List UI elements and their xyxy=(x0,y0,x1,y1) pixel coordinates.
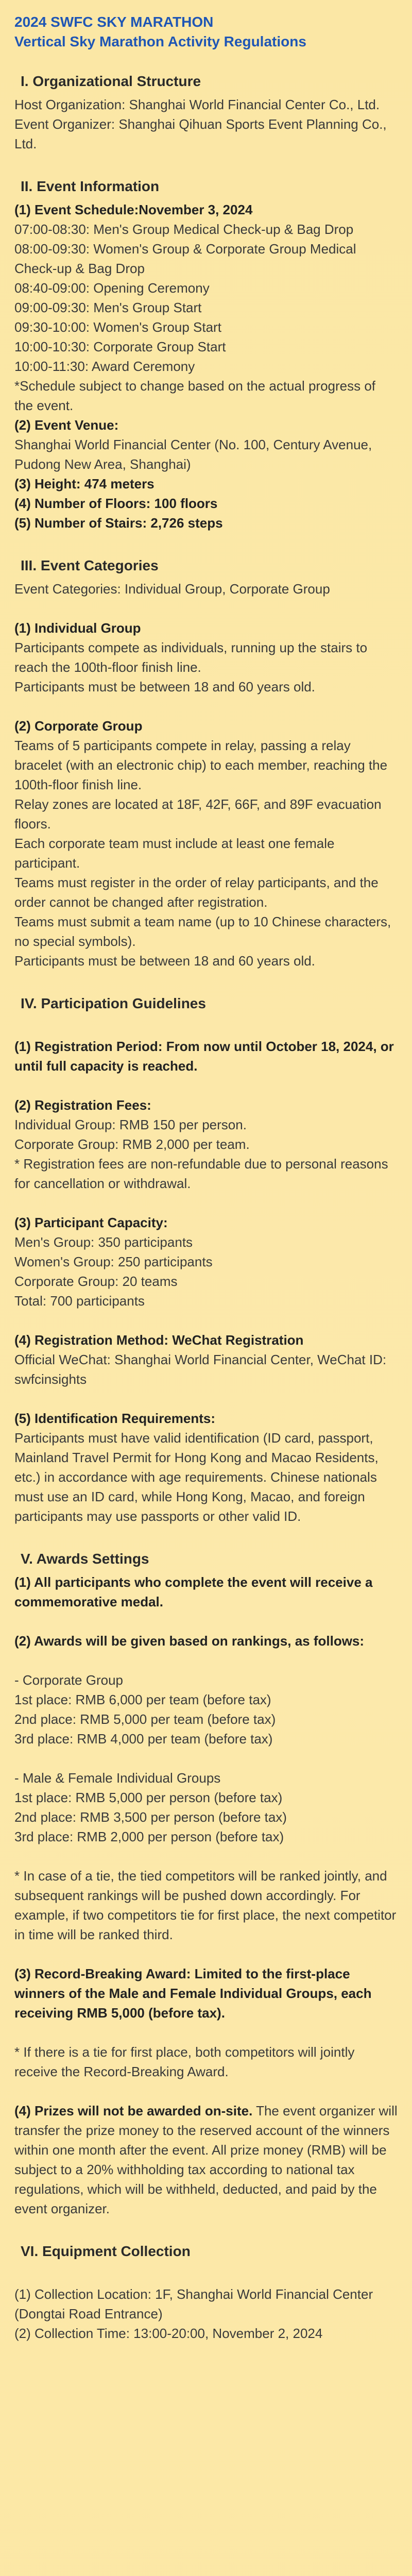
medal-line: (1) All participants who complete the event will receive a commemorative medal. xyxy=(14,1574,373,1609)
section-title-guidelines: IV. Participation Guidelines xyxy=(21,995,206,1011)
spacer xyxy=(14,1612,398,1631)
individual-group-text: Participants compete as individuals, running up the stairs to reach the 100th-floor finish line. xyxy=(14,640,368,675)
schedule-heading: (1) Event Schedule:November 3, 2024 xyxy=(14,202,253,217)
spacer xyxy=(14,1017,398,1037)
individual-award-item: 3rd place: RMB 2,000 per person (before tax) xyxy=(14,1829,284,1844)
prize-delivery-lead: (4) Prizes will not be awarded on-site. xyxy=(14,2103,253,2119)
registration-period: (1) Registration Period: From now until October 18, 2024, or until full capacity is reached. xyxy=(14,1039,394,1074)
tie-note: * In case of a tie, the tied competitors will be ranked jointly, and subsequent rankings will be pushed down accordingly. For example, if two competitors tie for first place, the next competitor in time will be ranked third. xyxy=(14,1868,397,1942)
event-organizer: Event Organizer: Shanghai Qihuan Sports Event Planning Co., Ltd. xyxy=(14,116,387,151)
fee-item: Corporate Group: RMB 2,000 per team. xyxy=(14,1137,250,1152)
capacity-item: Women's Group: 250 participants xyxy=(14,1254,213,1269)
corporate-group-text: Participants must be between 18 and 60 years old. xyxy=(14,953,315,969)
identification-text: Participants must have valid identification (ID card, passport, Mainland Travel Permit for Hong Kong and Macao Residents, etc.) in accordance with age requirements. Chinese nationals must use an ID card, while Hong Kong, Macao, and foreign participants may use passports or other valid ID. xyxy=(14,1430,379,1524)
individual-award-item: 2nd place: RMB 3,500 per person (before tax) xyxy=(14,1809,287,1825)
section-title-categories: III. Event Categories xyxy=(21,557,159,573)
corporate-award-item: 3rd place: RMB 4,000 per team (before tax) xyxy=(14,1731,273,1747)
spacer xyxy=(14,1944,398,1964)
spacer xyxy=(14,1389,398,1409)
schedule-item: 09:00-09:30: Men's Group Start xyxy=(14,300,202,315)
section-title-awards: V. Awards Settings xyxy=(21,1551,149,1567)
section-title-equipment: VI. Equipment Collection xyxy=(21,2243,191,2259)
corporate-group-text: Teams must submit a team name (up to 10 Chinese characters, no special symbols). xyxy=(14,914,391,949)
corporate-group-text: Relay zones are located at 18F, 42F, 66F, and 89F evacuation floors. xyxy=(14,796,382,832)
spacer xyxy=(14,1311,398,1330)
capacity-item: Total: 700 participants xyxy=(14,1293,145,1309)
identification-heading: (5) Identification Requirements: xyxy=(14,1411,216,1426)
document xyxy=(14,0,398,2343)
schedule-note: *Schedule subject to change based on the actual progress of the event. xyxy=(14,378,376,413)
spacer xyxy=(14,1076,398,1095)
spacer xyxy=(14,1749,398,1768)
spacer xyxy=(14,2265,398,2284)
spacer xyxy=(14,599,398,618)
fee-item: Individual Group: RMB 150 per person. xyxy=(14,1117,247,1132)
rankings-heading: (2) Awards will be given based on rankings, as follows: xyxy=(14,1633,365,1649)
registration-method-text: Official WeChat: Shanghai World Financial Center, WeChat ID: swfcinsights xyxy=(14,1352,387,1387)
corporate-group-heading: (2) Corporate Group xyxy=(14,718,143,734)
capacity-item: Men's Group: 350 participants xyxy=(14,1234,193,1250)
corporate-group-text: Teams must register in the order of relay participants, and the order cannot be changed after registration. xyxy=(14,875,379,910)
stairs-line: (5) Number of Stairs: 2,726 steps xyxy=(14,515,223,531)
individual-award-item: 1st place: RMB 5,000 per person (before tax) xyxy=(14,1790,283,1805)
schedule-item: 07:00-08:30: Men's Group Medical Check-up & Bag Drop xyxy=(14,222,354,237)
section-title-organization: I. Organizational Structure xyxy=(21,73,201,89)
corporate-award-item: 1st place: RMB 6,000 per team (before tax) xyxy=(14,1692,271,1707)
spacer xyxy=(14,2023,398,2042)
individual-awards-heading: - Male & Female Individual Groups xyxy=(14,1770,221,1786)
host-organization: Host Organization: Shanghai World Financial Center Co., Ltd. xyxy=(14,97,380,112)
corporate-group-text: Each corporate team must include at least one female participant. xyxy=(14,836,335,871)
capacity-item: Corporate Group: 20 teams xyxy=(14,1274,178,1289)
spacer xyxy=(14,1193,398,1213)
individual-group-heading: (1) Individual Group xyxy=(14,620,141,636)
spacer xyxy=(14,697,398,716)
regulations-title: Vertical Sky Marathon Activity Regulations xyxy=(14,33,306,49)
corporate-group-text: Teams of 5 participants compete in relay, passing a relay bracelet (with an electronic chip) to each member, reaching the 100th-floor finish line. xyxy=(14,738,388,792)
corporate-award-item: 2nd place: RMB 5,000 per team (before tax) xyxy=(14,1711,276,1727)
schedule-item: 10:00-10:30: Corporate Group Start xyxy=(14,339,226,354)
corporate-awards-heading: - Corporate Group xyxy=(14,1672,123,1688)
schedule-item: 09:30-10:00: Women's Group Start xyxy=(14,319,221,335)
registration-method-heading: (4) Registration Method: WeChat Registration xyxy=(14,1332,304,1348)
venue-heading: (2) Event Venue: xyxy=(14,417,119,433)
fee-note: * Registration fees are non-refundable due to personal reasons for cancellation or withdrawal. xyxy=(14,1156,388,1191)
prize-delivery xyxy=(14,2101,398,2218)
event-title: 2024 SWFC SKY MARATHON xyxy=(14,14,214,30)
height-line: (3) Height: 474 meters xyxy=(14,476,154,492)
schedule-item: 08:00-09:30: Women's Group & Corporate Group Medical Check-up & Bag Drop xyxy=(14,241,356,276)
spacer xyxy=(14,1651,398,1670)
floors-line: (4) Number of Floors: 100 floors xyxy=(14,496,218,511)
collection-time: (2) Collection Time: 13:00-20:00, November 2, 2024 xyxy=(14,2326,323,2341)
spacer xyxy=(14,2081,398,2101)
collection-location: (1) Collection Location: 1F, Shanghai World Financial Center (Dongtai Road Entrance) xyxy=(14,2286,373,2321)
record-award-note: * If there is a tie for first place, both competitors will jointly receive the Record-Breaking Award. xyxy=(14,2044,355,2079)
schedule-item: 10:00-11:30: Award Ceremony xyxy=(14,359,195,374)
categories-intro: Event Categories: Individual Group, Corporate Group xyxy=(14,581,330,597)
section-title-event-info: II. Event Information xyxy=(21,178,160,194)
venue-address: Shanghai World Financial Center (No. 100, Century Avenue, Pudong New Area, Shanghai) xyxy=(14,437,372,472)
schedule-item: 08:40-09:00: Opening Ceremony xyxy=(14,280,210,296)
fees-heading: (2) Registration Fees: xyxy=(14,1097,151,1113)
individual-group-text: Participants must be between 18 and 60 years old. xyxy=(14,679,315,694)
prize-delivery-text: The event organizer will transfer the prize money to the reserved account of the winners within one month after the event. All prize money (RMB) will be subject to a 20% withholding tax according to national tax regulations, which will be withheld, deducted, and paid by the event organizer. xyxy=(14,2103,398,2216)
spacer xyxy=(14,1846,398,1866)
capacity-heading: (3) Participant Capacity: xyxy=(14,1215,168,1230)
record-award: (3) Record-Breaking Award: Limited to the first-place winners of the Male and Female Individual Groups, each receiving RMB 5,000 (before tax). xyxy=(14,1966,372,2021)
